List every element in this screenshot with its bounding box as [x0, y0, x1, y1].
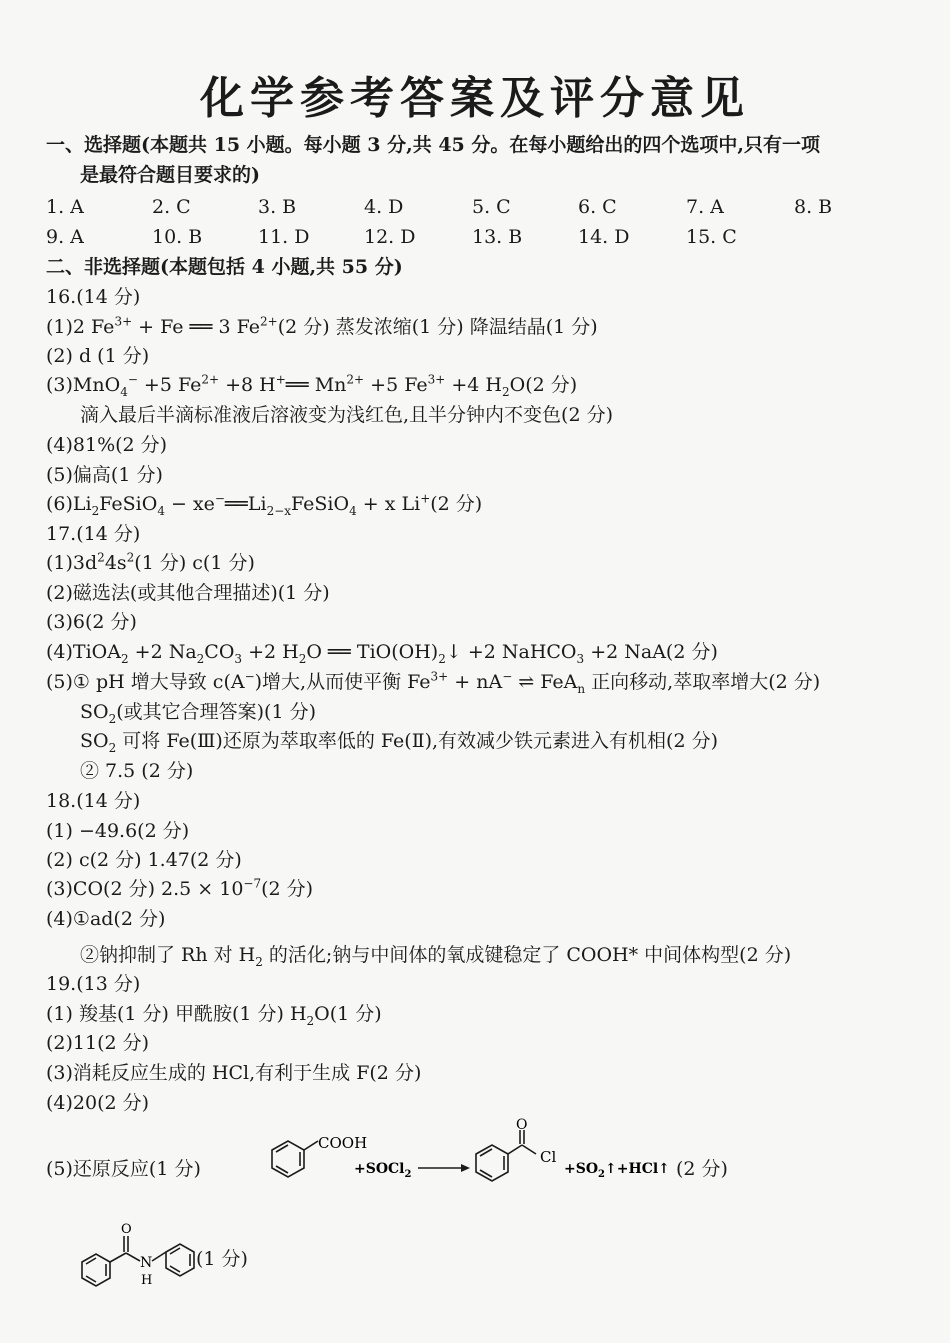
amide-oxygen-label: O	[121, 1222, 132, 1237]
q19-answer-1: (1) 羧基(1 分) 甲酰胺(1 分) $H_2O(1$ 分)	[46, 1003, 382, 1028]
q17-answer-4: (4)TiOA$_2$ +2 $Na_2CO_3 +2$ $H_2O$ ══ $TiO(OH)_2↓ +2$ NaHCO$_3$ +2 NaA(2 分)	[46, 641, 718, 666]
q19-answer-6-score: (1 分)	[196, 1248, 248, 1270]
mc-answer: 8. B	[794, 196, 833, 218]
q18-heading: 18.(14 分)	[46, 790, 141, 812]
section2-heading: 二、非选择题(本题包括 4 小题,共 55 分)	[46, 256, 403, 278]
benzene-ring-icon	[166, 1244, 194, 1276]
q18-answer-2: (2) c(2 分) 1.47(2 分)	[46, 849, 242, 871]
q17-answer-5-part2: ② 7.5 (2 分)	[80, 760, 194, 782]
benzanilide-structure	[76, 1216, 216, 1292]
mc-answer: 10. B	[152, 226, 203, 248]
q18-answer-1: (1) −49.6(2 分)	[46, 820, 190, 842]
mc-answer: 6. C	[578, 196, 617, 218]
carbonyl-oxygen-label: O	[516, 1118, 528, 1133]
q17-answer-1: $(1)3d^24s^2(1$ 分) c(1 分)	[46, 550, 255, 574]
q19-heading: 19.(13 分)	[46, 973, 141, 995]
chlorine-label: Cl	[540, 1148, 557, 1166]
mc-answer: 15. C	[686, 226, 737, 248]
q16-answer-3: (3)MnO$_4$− +5 $Fe^{2+} +8$ H+══ $Mn^{2+} +5$ $Fe^{3+} +4$ $H_2O(2$ 分)	[46, 372, 578, 399]
reagent-label: +SOCl$_2$	[354, 1161, 412, 1180]
q19-answer-2: (2)11(2 分)	[46, 1032, 150, 1054]
carboxyl-group-label: COOH	[318, 1134, 368, 1152]
mc-answer: 11. D	[258, 226, 310, 248]
q18-answer-3: (3)CO(2 分) $2.5 \times 10^{-7}(2$ 分)	[46, 876, 314, 900]
mc-answer: 4. D	[364, 196, 404, 218]
section1-heading-line1: 一、选择题(本题共 15 小题。每小题 3 分,共 45 分。在每小题给出的四个选项中,只有一项	[46, 134, 821, 156]
benzene-ring-icon	[476, 1130, 536, 1181]
q19-answer-3: (3)消耗反应生成的 HCl,有利于生成 F(2 分)	[46, 1062, 422, 1084]
mc-answer: 9. A	[46, 226, 84, 248]
mc-answer: 7. A	[686, 196, 724, 218]
q17-heading: 17.(14 分)	[46, 523, 141, 545]
q19-answer-5-label: (5)还原反应(1 分)	[46, 1158, 201, 1180]
mc-answer: 14. D	[578, 226, 630, 248]
mc-answer: 5. C	[472, 196, 511, 218]
q16-answer-3-endpoint: 滴入最后半滴标准液后溶液变为浅红色,且半分钟内不变色(2 分)	[80, 404, 613, 426]
mc-answer: 2. C	[152, 196, 191, 218]
benzene-ring-icon	[82, 1236, 166, 1286]
q18-answer-4: (4)①ad(2 分)	[46, 908, 166, 930]
page-title: 化学参考答案及评分意见	[200, 73, 750, 124]
benzene-ring-icon	[272, 1141, 318, 1177]
q17-answer-2: (2)磁选法(或其他合理描述)(1 分)	[46, 582, 330, 604]
mc-answer: 1. A	[46, 196, 84, 218]
q16-answer-4: (4)81%(2 分)	[46, 434, 168, 456]
q18-answer-4-part2: ②钠抑制了 Rh 对 $H_2$ 的活化;钠与中间体的氧成键稳定了 COOH* 中间体构型(2 分)	[80, 944, 792, 969]
q19-answer-4: (4)20(2 分)	[46, 1092, 150, 1114]
reaction-scheme	[250, 1118, 750, 1198]
reaction-arrow-icon	[418, 1164, 470, 1172]
q16-answer-5: (5)偏高(1 分)	[46, 464, 163, 486]
q16-answer-6: $(6)Li_2FeSiO_4$ − $xe^-══Li_{2-x}FeSiO_4 + x$ Li+(2 分)	[46, 491, 483, 518]
q19-answer-5-score: (2 分)	[676, 1158, 728, 1180]
q16-heading: 16.(14 分)	[46, 286, 141, 308]
q17-answer-5-reason: $SO_2$ 可将 Fe(Ⅲ)还原为萃取率低的 Fe(Ⅱ),有效减少铁元素进入有机相(2 分)	[80, 730, 719, 755]
q16-answer-1: (1)2 $Fe^{3+} + Fe$ ══ 3 $Fe^{2+}(2$ 分) 蒸发浓缩(1 分) 降温结晶(1 分)	[46, 314, 598, 338]
byproducts-label: $+SO_2↑+HCl↑$	[564, 1161, 670, 1180]
amide-nitrogen-label: N	[140, 1255, 153, 1271]
amide-hydrogen-label: H	[141, 1273, 153, 1288]
section1-heading-line2: 是最符合题目要求的)	[80, 164, 260, 186]
mc-answer: 12. D	[364, 226, 416, 248]
mc-answer: 3. B	[258, 196, 297, 218]
q17-answer-5: (5)① pH 增大导致 c(A−)增大,从而使平衡 $Fe^{3+} + nA^-$ ⇌ FeA$_n$ 正向移动,萃取率增大(2 分)	[46, 669, 821, 696]
q17-answer-3: (3)6(2 分)	[46, 611, 137, 633]
q17-answer-5-reagent: $SO_2$(或其它合理答案)(1 分)	[80, 701, 317, 726]
mc-answer: 13. B	[472, 226, 523, 248]
q16-answer-2: (2) d (1 分)	[46, 345, 150, 367]
